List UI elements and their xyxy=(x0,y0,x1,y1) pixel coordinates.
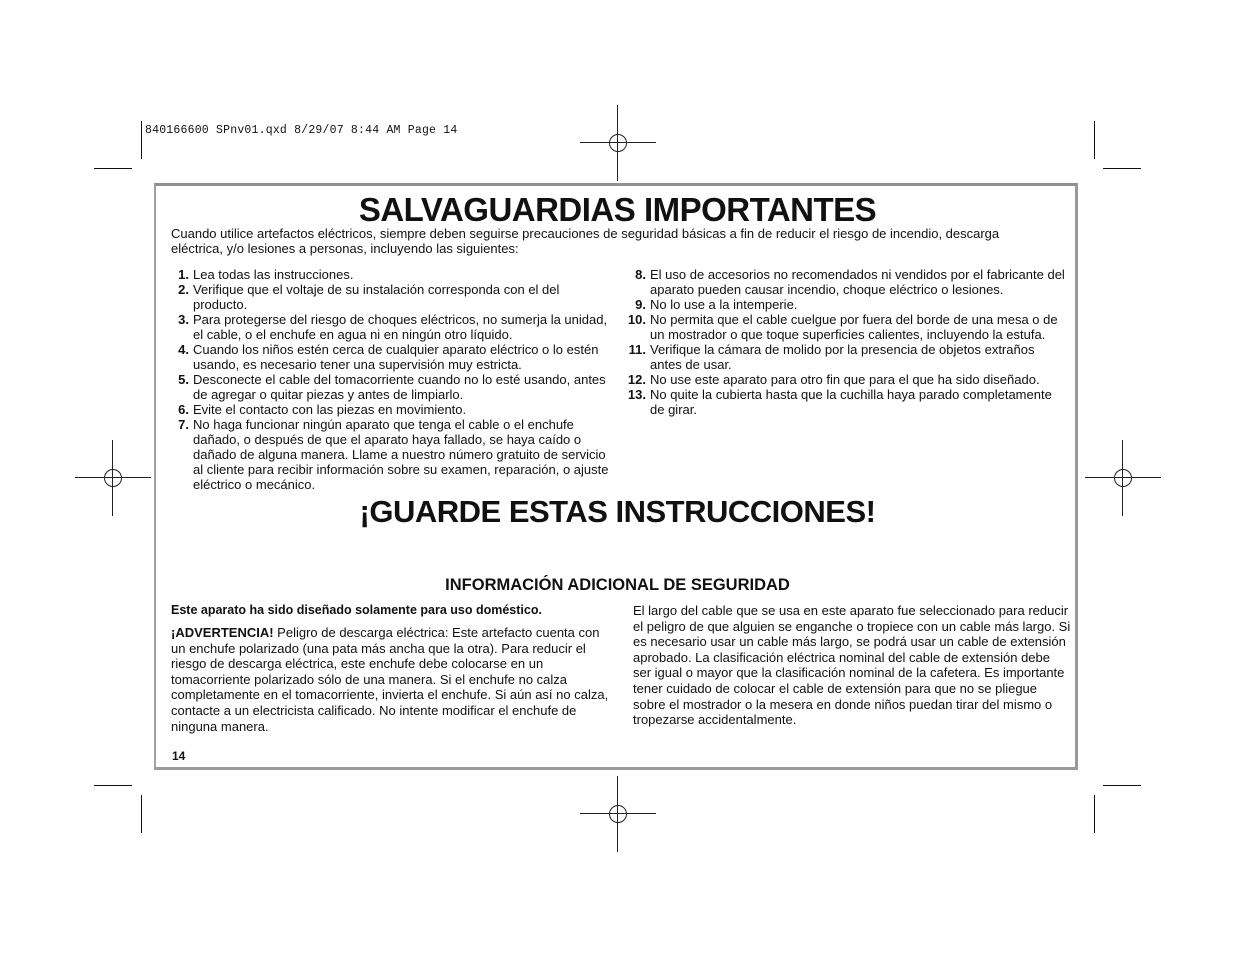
safeguards-list-right xyxy=(627,267,1069,417)
list-item: 11. Verifique la cámara de molido por la presencia de objetos extraños antes de usar. xyxy=(628,342,1035,372)
crop-mark xyxy=(94,785,132,786)
crop-mark xyxy=(141,121,142,159)
list-item: 4. Cuando los niños estén cerca de cualquier aparato eléctrico o lo estén usando, es necesario tener una supervisión muy estricta. xyxy=(178,342,599,372)
warning-text: Peligro de descarga eléctrica: Este artefacto cuenta con un enchufe polarizado (una pata más ancha que la otra). Para reducir el riesgo de descarga eléctrica, este enchufe debe colocarse en un tomacorriente polarizado sólo de una manera. Si el enchufe no calza completamente en el tomacorriente, invierta el enchufe. Si aún así no calza, contacte a un electricista calificado. No intente modificar el enchufe de ninguna manera. xyxy=(171,625,609,734)
list-item: 1. Lea todas las instrucciones. xyxy=(178,267,354,282)
crop-mark xyxy=(1103,785,1141,786)
list-item: 5. Desconecte el cable del tomacorriente cuando no lo esté usando, antes de agregar o quitar piezas y antes de limpiarlo. xyxy=(178,372,606,402)
list-item: 8. El uso de accesorios no recomendados ni vendidos por el fabricante del aparato pueden causar incendio, choque eléctrico o lesiones. xyxy=(635,267,1065,297)
save-instructions-heading: ¡GUARDE ESTAS INSTRUCCIONES! xyxy=(359,494,876,529)
intro-text: Cuando utilice artefactos eléctricos, siempre deben seguirse precauciones de seguridad básicas a fin de reducir el riesgo de incendio, descarga eléctrica, y/o lesiones a personas, incluyendo las siguientes: xyxy=(171,226,1000,256)
crop-mark xyxy=(94,168,132,169)
file-slug: 840166600 SPnv01.qxd 8/29/07 8:44 AM Page 14 xyxy=(145,124,458,137)
crop-mark xyxy=(1094,121,1095,159)
list-item: 6. Evite el contacto con las piezas en movimiento. xyxy=(178,402,467,417)
list-item: 9. No lo use a la intemperie. xyxy=(635,297,798,312)
list-item: 2. Verifique que el voltaje de su instalación corresponda con el del producto. xyxy=(178,282,560,312)
warning-label: ¡ADVERTENCIA! xyxy=(171,625,274,640)
registration-mark-bottom xyxy=(580,776,656,852)
list-item: 3. Para protegerse del riesgo de choques eléctricos, no sumerja la unidad, el cable, o el enchufe en agua ni en ningún otro líquido. xyxy=(178,312,608,342)
crop-mark xyxy=(1094,795,1095,833)
crop-mark xyxy=(141,795,142,833)
page-title: SALVAGUARDIAS IMPORTANTES xyxy=(358,191,877,228)
registration-mark-top xyxy=(580,105,656,181)
page-number: 14 xyxy=(172,749,186,763)
crop-mark xyxy=(1103,168,1141,169)
household-use-note: Este aparato ha sido diseñado solamente para uso doméstico. xyxy=(171,603,542,617)
cord-paragraph: El largo del cable que se usa en este aparato fue seleccionado para reducir el peligro de que alguien se enganche o tropiece con un cable más largo. Si es necesario usar un cable más largo, se podrá usar un cable de extensión aprobado. La clasificación eléctrica nominal del cable de extensión debe ser igual o mayor que la clasificación nominal de la cafetera. Es importante tener cuidado de colocar el cable de extensión para que no se pliegue sobre el mostrador o la mesera en donde niños puedan tirar del mismo o tropezarse accidentalmente. xyxy=(633,603,1071,728)
list-item: 12. No use este aparato para otro fin que para el que ha sido diseñado. xyxy=(627,372,1040,387)
list-item: 10. No permita que el cable cuelgue por fuera del borde de una mesa o de un mostrador o que toque superficies calientes, incluyendo la estufa. xyxy=(627,312,1058,342)
safeguards-list-left xyxy=(171,267,611,492)
list-item: 13. No quite la cubierta hasta que la cuchilla haya parado completamente de girar. xyxy=(627,387,1052,417)
additional-safety-heading: INFORMACIÓN ADICIONAL DE SEGURIDAD xyxy=(445,576,790,594)
list-item: 7. No haga funcionar ningún aparato que tenga el cable o el enchufe dañado, o después de que el aparato haya fallado, se haya caído o dañado de alguna manera. Llame a nuestro número gratuito de servicio al cliente para recibir información sobre su examen, reparación, o ajuste eléctrico o mecánico. xyxy=(178,417,609,492)
warning-paragraph xyxy=(171,625,609,734)
